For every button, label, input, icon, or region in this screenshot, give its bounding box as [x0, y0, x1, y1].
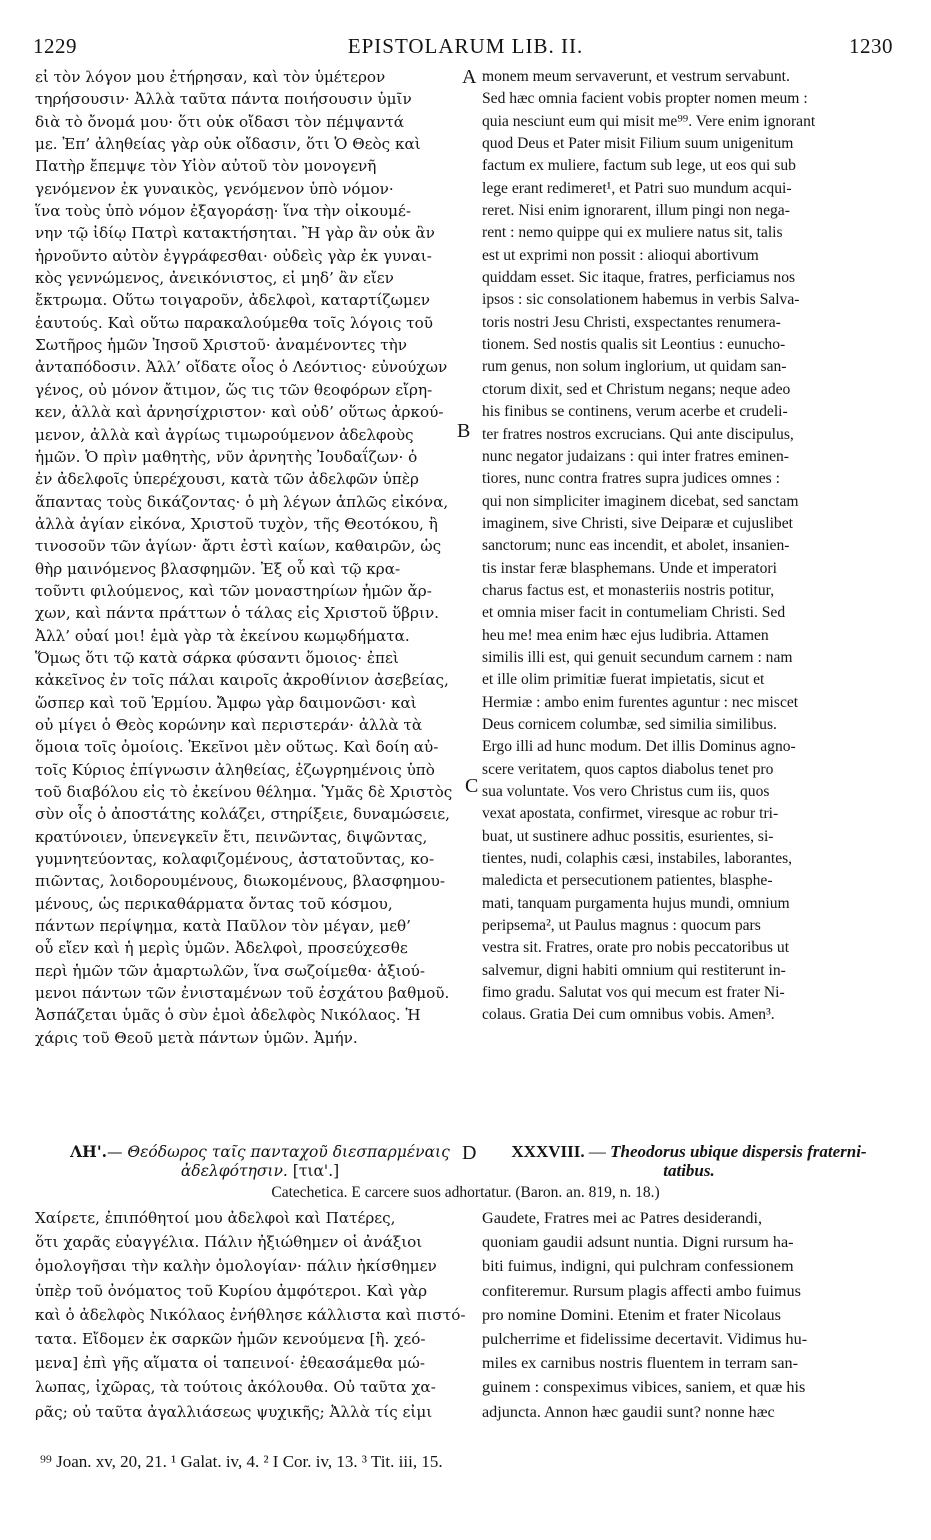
- text-line: toris nostri Jesu Christi, exspectantes renumera-: [482, 313, 781, 331]
- text-line: γένος, οὐ μόνον ἄτιμον, ὥς τις τῶν θεοφόρων εἴρη-: [35, 380, 433, 399]
- text-line: ὁμολογῆσαι τὴν καλὴν ὁμολογίαν· πάλιν ἠκίσθημεν: [35, 1257, 437, 1276]
- text-line: maledicta et persecutionem patientes, blasphe-: [482, 872, 773, 890]
- text-line: τοῖς Κύριος ἐπίγνωσιν ἀληθείας, ἐζωγρημένοις ὑπὸ: [35, 760, 435, 779]
- text-line: ρᾶς; οὐ ταῦτα ἀγαλλιάσεως ψυχικῆς; Ἀλλὰ τίς εἰμι: [35, 1402, 433, 1421]
- text-line: reret. Nisi enim ignorarent, illum pingi non nega-: [482, 202, 790, 220]
- text-line: χάρις τοῦ Θεοῦ μετὰ πάντων ὑμῶν. Ἀμήν.: [35, 1028, 358, 1047]
- text-line: ἀνταπόδοσιν. Ἀλλ’ οἴδατε οἷος ὁ Λεόντιος· εὐνούχων: [35, 358, 448, 377]
- text-line: pulcherrime et fidelissime decertavit. Vidimus hu-: [482, 1329, 808, 1348]
- text-line: nunc negator judaizans : qui inter fratres eminen-: [482, 447, 789, 465]
- text-line: Ἀλλ’ οὐαί μοι! ἐμὰ γὰρ τὰ ἐκείνου κωμῳδήματα.: [35, 626, 410, 645]
- text-line: θὴρ μαινόμενος βλασφημῶν. Ἐξ οὗ καὶ τῷ κρα-: [35, 559, 401, 578]
- text-line: ἑαυτούς. Καὶ οὕτω παρακαλούμεθα τοῖς λόγοις τοῦ: [35, 313, 433, 332]
- text-line: sua voluntate. Vos vero Christus cum iis, quos: [482, 783, 770, 800]
- latin-title-line-1: Theodorus ubique dispersis fraterni-: [610, 1142, 867, 1161]
- text-line: Deus cornicem columbæ, sed similia similibus.: [482, 715, 777, 733]
- text-line: γυμνητεύοντας, κολαφιζομένους, ἀστατοῦντας, κο-: [35, 850, 435, 869]
- text-line: vexat apostata, confirmet, viresque ac robur tri-: [482, 805, 779, 823]
- text-line: imaginem, sive Christi, sive Deiparæ et cujuslibet: [482, 514, 793, 532]
- margin-letter-b: B: [457, 420, 471, 442]
- text-line: οὗ εἴεν καὶ ἡ μερὶς ὑμῶν. Ἀδελφοὶ, προσεύχεσθε: [35, 939, 408, 958]
- text-line: rent : nemo quippe qui ex muliere natus sit, talis: [482, 224, 783, 242]
- text-line: τηρήσουσιν· Ἀλλὰ ταῦτα πάντα ποιήσουσιν ὑμῖν: [35, 90, 412, 109]
- margin-letter-a: A: [462, 66, 477, 88]
- greek-letter-number: ΛΗ'.: [70, 1142, 107, 1161]
- text-line: charus factus est, et monasteriis nostris potitur,: [482, 581, 775, 599]
- left-page-number: 1229: [33, 34, 77, 58]
- text-line: tionem. Sed nostis qualis sit Leontius : eunucho-: [482, 336, 786, 354]
- text-line: τοῦ διαβόλου εἰς τὸ ἐκείνου θέλημα. Ὑμᾶς δὲ Χριστὸς: [35, 783, 453, 801]
- text-line: et ille olim primitiæ fuerat impietatis, sicut et: [482, 671, 765, 689]
- text-line: μένους, ὡς περικαθάρματα ὄντας τοῦ κόσμου,: [35, 894, 393, 913]
- text-line: εἰ τὸν λόγον μου ἐτήρησαν, καὶ τὸν ὑμέτερον: [35, 68, 386, 86]
- text-line: κρατύνοιεν, ὑπενεγκεῖν ἔτι, πεινῶντας, διψῶντας,: [35, 827, 428, 846]
- text-line: monem meum servaverunt, et vestrum servabunt.: [482, 68, 790, 85]
- text-line: tis instar feræ blasphemans. Unde et imperatori: [482, 559, 777, 577]
- margin-letter-c: C: [465, 775, 479, 797]
- text-line: confiteremur. Rursum plagis affecti ambo fuimus: [482, 1281, 801, 1300]
- text-line: μενον, ἀλλὰ καὶ ἀγρίως τιμωρούμενον ἀδελφοὺς: [35, 425, 414, 444]
- text-line: νην τῷ ἰδίῳ Πατρὶ κατακτήσηται. Ἢ γὰρ ἂν οὐκ ἂν: [35, 224, 435, 243]
- text-line: ὥσπερ καὶ τοῦ Ἑρμίου. Ἄμφω γὰρ δαιμονῶσι· καὶ: [35, 693, 417, 712]
- text-line: κἀκεῖνος ἐν τοῖς πάλαι καιροῖς ἀκροθίνιον ἀσεβείας,: [35, 671, 449, 690]
- text-line: similis illi est, qui genuit secundum carnem : nam: [482, 648, 793, 666]
- text-line: Hermiæ : ambo enim furentes aguntur : nec miscet: [482, 693, 799, 711]
- greek-text-column-2: [35, 1206, 473, 1424]
- text-line: vestra sit. Fratres, orate pro nobis peccatoribus ut: [482, 939, 790, 957]
- latin-text-column: [482, 66, 896, 1027]
- greek-title-line-1: Θεόδωρος ταῖς πανταχοῦ διεσπαρμέναις: [127, 1143, 450, 1161]
- text-line: καὶ ὁ ἀδελφὸς Νικόλαος ἐνήθλησε κάλλιστα καὶ πιστό-: [35, 1305, 466, 1324]
- text-line: τοῦντι φιλούμενος, καὶ τῶν μοναστηρίων ἡμῶν ἄρ-: [35, 581, 432, 600]
- text-line: ctorum dixit, sed et Christum negans; neque adeo: [482, 380, 791, 398]
- text-line: quoniam gaudii adsunt nuntia. Digni rursum ha-: [482, 1233, 794, 1252]
- text-line: ὅμοια τοῖς ὁμοίοις. Ἐκεῖνοι μὲν οὕτως. Καὶ δοίη αὐ-: [35, 738, 439, 757]
- text-line: tientes, nudi, colaphis cæsi, instabiles, laborantes,: [482, 850, 793, 868]
- text-line: οὐ μίγει ὁ Θεὸς κορώνην καὶ περιστεράν· ἀλλὰ τὰ: [35, 715, 423, 734]
- text-line: πιῶντας, λοιδορουμένους, διωκομένους, βλασφημου-: [35, 872, 445, 891]
- text-line: ὅτι χαρᾶς εὐαγγέλια. Πάλιν ἠξιώθημεν οἱ ἀνάξιοι: [35, 1233, 423, 1252]
- text-line: et omnia miser facit in contumeliam Christi. Sed: [482, 604, 786, 622]
- text-line: sanctorum; nunc eas incendit, et abolet, insanien-: [482, 537, 790, 555]
- text-line: buat, ut sustinere adhuc possitis, esurientes, si-: [482, 827, 774, 845]
- text-line: qui non simpliciter imaginem dicebat, sed sanctam: [482, 492, 799, 510]
- text-line: his finibus se continens, verum acerbe et crudeli-: [482, 403, 788, 421]
- text-line: ἔκτρωμα. Οὕτω τοιγαροῦν, ἀδελφοὶ, καταρτίζωμεν: [35, 291, 431, 310]
- greek-title-line-2: ἀδελφότησιν.: [180, 1162, 288, 1180]
- greek-letter-reference: [τια'.]: [292, 1162, 340, 1180]
- text-line: μενα] ἐπὶ γῆς αἵματα οἱ ταπεινοί· ἐθεασάμεθα μώ-: [35, 1354, 425, 1373]
- text-line: ἅπαντας τοὺς δικάζοντας· ὁ μὴ λέγων ἁπλῶς εἰκόνα,: [35, 492, 449, 511]
- text-line: ὑπὲρ τοῦ ὀνόματος τοῦ Κυρίου ἀμφότεροι. Καὶ γὰρ: [35, 1281, 428, 1300]
- latin-title-line-2: tatibus.: [663, 1161, 715, 1180]
- text-line: guinem : conspeximus vibices, saniem, et quæ his: [482, 1378, 806, 1397]
- text-line: quiddam esset. Sic itaque, fratres, perficiamus nos: [482, 269, 796, 287]
- text-line: heu me! mea enim hæc ejus ludibria. Attamen: [482, 626, 769, 644]
- margin-letter-d: D: [462, 1142, 477, 1164]
- text-line: διὰ τὸ ὄνομά μου· ὅτι οὐκ οἴδασι τὸν πέμψαντά: [35, 112, 404, 131]
- letter-subtitle: Catechetica. E carcere suos adhortatur. (Baron. an. 819, n. 18.): [271, 1184, 660, 1201]
- latin-title-dash: —: [588, 1142, 606, 1161]
- text-line: τατα. Εἴδομεν ἐκ σαρκῶν ἡμῶν κενούμενα [ἢ. χεό-: [35, 1329, 426, 1348]
- greek-letter-title: [60, 1142, 460, 1181]
- text-line: ἠρνοῦντο αὐτὸν ἐγγράφεσθαι· οὐδεὶς γὰρ ἐκ γυναι-: [35, 246, 432, 265]
- text-line: Χαίρετε, ἐπιπόθητοί μου ἀδελφοὶ καὶ Πατέρες,: [35, 1209, 396, 1227]
- greek-text-column: [35, 66, 473, 1049]
- text-line: colaus. Gratia Dei cum omnibus vobis. Amen³.: [482, 1006, 775, 1024]
- text-line: fimo gradu. Salutat vos qui mecum est frater Ni-: [482, 984, 785, 1002]
- text-line: ipsos : sic consolationem habemus in verbis Salva-: [482, 291, 800, 309]
- latin-text-column-2: [482, 1206, 896, 1424]
- text-line: Ἀσπάζεται ὑμᾶς ὁ σὺν ἐμοὶ ἀδελφὸς Νικόλαος. Ἡ: [35, 1006, 421, 1025]
- text-line: λωπας, ἰχῶρας, τὰ τούτοις ἀκόλουθα. Οὐ ταῦτα χα-: [35, 1378, 436, 1397]
- text-line: ἵνα τοὺς ὑπὸ νόμον ἐξαγοράσῃ· ἵνα τὴν οἰκουμέ-: [35, 202, 411, 221]
- text-line: κεν, ἀλλὰ καὶ ἀρνησίχριστον· καὶ οὐδ’ οὕτως ἀρκού-: [35, 403, 444, 422]
- text-line: Ergo illi ad hunc modum. Det illis Dominus agno-: [482, 738, 796, 756]
- text-line: πάντων περίψημα, κατὰ Παῦλον τὸν μέγαν, μεθ’: [35, 917, 411, 936]
- text-line: γενόμενον ἐκ γυναικὸς, γενόμενον ὑπὸ νόμον·: [35, 179, 394, 198]
- text-line: pro nomine Domini. Etenim et frater Nicolaus: [482, 1305, 781, 1324]
- text-line: lege erant redimeret¹, et Patri suo mundum acqui-: [482, 179, 792, 197]
- right-page-number: 1230: [849, 34, 893, 58]
- text-line: quia nesciunt eum qui misit me⁹⁹. Vere enim ignorant: [482, 112, 816, 130]
- text-line: ter fratres nostros excrucians. Qui ante discipulus,: [482, 425, 794, 443]
- text-line: tiores, nunc contra fratres supra judices omnes :: [482, 470, 780, 488]
- latin-letter-title: [482, 1142, 896, 1180]
- text-line: Ὅμως ὅτι τῷ κατὰ σάρκα φύσαντι ὅμοιος· ἐπεὶ: [35, 648, 399, 667]
- running-title: EPISTOLARUM LIB. II.: [347, 34, 584, 58]
- text-line: χων, καὶ πάντα πράττων ὁ τάλας εἰς Χριστοῦ ὕβριν.: [35, 604, 440, 623]
- text-line: Sed hæc omnia facient vobis propter nomen meum :: [482, 90, 808, 108]
- text-line: Σωτῆρος ἡμῶν Ἰησοῦ Χριστοῦ· ἀναμένοντες τὴν: [35, 336, 407, 355]
- text-line: ἡμῶν. Ὁ πρὶν μαθητὴς, νῦν ἀρνητὴς Ἰουδαΐζων· ὁ: [35, 447, 418, 466]
- greek-title-dash: —: [106, 1143, 123, 1161]
- text-line: περὶ ἡμῶν τῶν ἁμαρτωλῶν, ἵνα σωζοίμεθα· ἀξιού-: [35, 961, 426, 980]
- text-line: biti fuimus, indigni, qui pulchram confessionem: [482, 1257, 794, 1276]
- text-line: peripsema², ut Paulus magnus : quocum pars: [482, 917, 761, 935]
- text-line: μενοι πάντων τῶν ἐνισταμένων τοῦ ἐσχάτου βαθμοῦ.: [35, 984, 450, 1003]
- text-line: rum genus, non solum inglorium, ut quidam san-: [482, 358, 787, 376]
- text-line: adjuncta. Annon hæc gaudii sunt? nonne hæc: [482, 1402, 775, 1421]
- footnotes: ⁹⁹ Joan. xv, 20, 21. ¹ Galat. iv, 4. ² I Cor. iv, 13. ³ Tit. iii, 15.: [40, 1452, 443, 1471]
- text-line: Gaudete, Fratres mei ac Patres desiderandi,: [482, 1209, 763, 1227]
- text-line: est ut exprimi non possit : alioqui abortivum: [482, 246, 759, 264]
- text-line: τινοσοῦν τῶν ἁγίων· ἄρτι ἐστὶ καίων, καθαιρῶν, ὡς: [35, 537, 442, 556]
- text-line: σὺν οἷς ὁ ἀποστάτης κολάζει, στηρίξειε, δυναμώσειε,: [35, 805, 451, 824]
- text-line: scere veritatem, quos captos diabolus tenet pro: [482, 760, 774, 778]
- text-line: mati, tanquam purgamenta hujus mundi, omnium: [482, 894, 790, 912]
- latin-letter-number: XXXVIII.: [511, 1142, 585, 1161]
- text-line: κὸς γεννώμενος, ἀνεικόνιστος, εἰ μηδ’ ἂν εἴεν: [35, 269, 394, 288]
- text-line: ἐν ἀδελφοῖς ὑπερέχουσι, κατὰ τῶν ἀδελφῶν ὑπὲρ: [35, 470, 419, 489]
- text-line: Πατὴρ ἔπεμψε τὸν Υἱὸν αὐτοῦ τὸν μονογενῆ: [35, 157, 377, 176]
- text-line: salvemur, digni habiti omnium qui restiterunt in-: [482, 961, 786, 979]
- text-line: factum ex muliere, factum sub lege, ut eos qui sub: [482, 157, 796, 175]
- text-line: miles ex carnibus nostris fluentem in terram san-: [482, 1354, 799, 1373]
- text-line: με. Ἐπ’ ἀληθείας γὰρ οὐκ οἴδασιν, ὅτι Ὁ Θεὸς καὶ: [35, 135, 421, 154]
- text-line: quod Deus et Pater misit Filium suum unigenitum: [482, 135, 794, 153]
- text-line: ἀλλὰ ἁγίαν εἰκόνα, Χριστοῦ τυχὸν, τῆς Θεοτόκου, ἢ: [35, 514, 438, 533]
